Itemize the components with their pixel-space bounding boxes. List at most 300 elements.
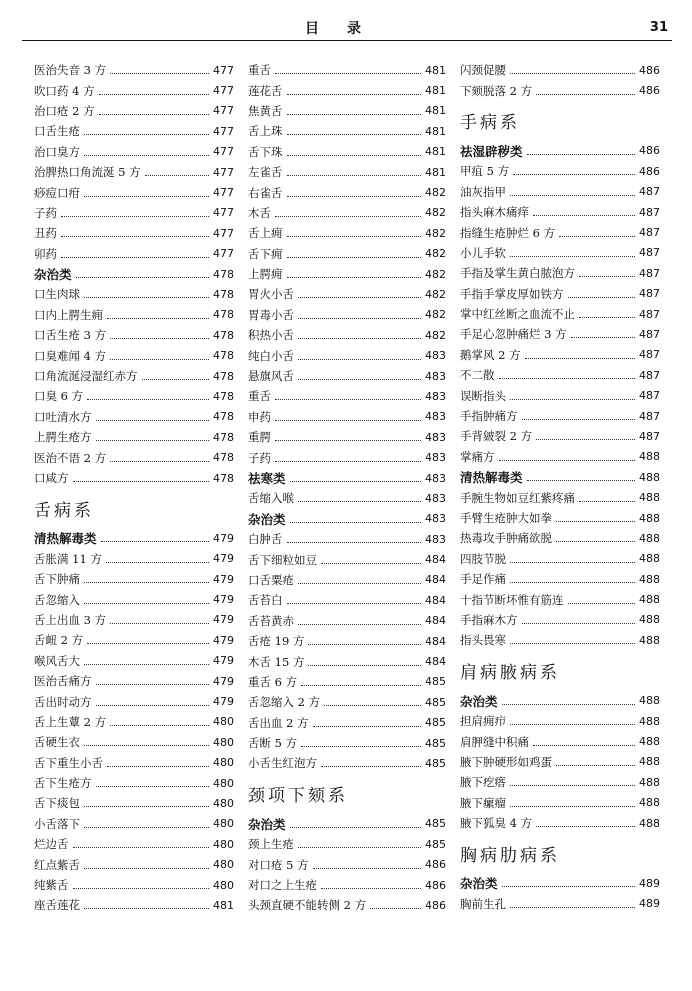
toc-entry[interactable] — [248, 631, 446, 651]
toc-entry[interactable] — [248, 162, 446, 182]
toc-column-1 — [34, 60, 234, 916]
entry-title: 舌忽缩入 — [34, 592, 80, 607]
toc-entry[interactable] — [34, 386, 234, 406]
dot-leader — [308, 664, 421, 666]
entry-page-number: 485 — [425, 675, 446, 689]
entry-page-number: 481 — [425, 104, 446, 118]
dot-leader — [84, 296, 209, 298]
toc-entry[interactable] — [460, 365, 660, 385]
toc-entry[interactable] — [248, 80, 446, 100]
toc-entry[interactable] — [34, 753, 234, 773]
dot-leader — [110, 460, 209, 462]
dot-leader — [99, 93, 209, 95]
entry-title: 座舌莲花 — [34, 898, 80, 913]
toc-entry[interactable] — [248, 611, 446, 631]
entry-page-number: 488 — [639, 775, 660, 789]
toc-entry[interactable] — [248, 386, 446, 406]
toc-entry[interactable] — [248, 325, 446, 345]
entry-title: 误断指头 — [460, 388, 506, 403]
entry-page-number: 484 — [425, 634, 446, 648]
entry-page-number: 478 — [213, 471, 234, 485]
entry-page-number: 479 — [213, 674, 234, 688]
toc-entry[interactable] — [248, 305, 446, 325]
toc-entry[interactable] — [248, 244, 446, 264]
entry-page-number: 480 — [213, 817, 234, 831]
entry-title: 舌下痈 — [248, 246, 283, 261]
toc-entry[interactable] — [34, 875, 234, 895]
entry-page-number: 477 — [213, 165, 234, 179]
entry-title: 舌衄 2 方 — [34, 633, 84, 648]
entry-page-number: 481 — [425, 145, 446, 159]
dot-leader — [84, 805, 209, 807]
entry-page-number: 479 — [213, 552, 234, 566]
dot-leader — [502, 885, 635, 887]
toc-entry[interactable] — [248, 488, 446, 508]
toc-entry[interactable] — [460, 487, 660, 507]
dot-leader — [579, 500, 635, 502]
entry-title: 重舌 — [248, 389, 271, 404]
entry-page-number: 482 — [425, 247, 446, 261]
entry-title: 治口疮 2 方 — [34, 103, 95, 118]
entry-page-number: 487 — [639, 226, 660, 240]
toc-entry[interactable] — [460, 304, 660, 324]
entry-page-number: 482 — [425, 206, 446, 220]
entry-page-number: 483 — [425, 389, 446, 403]
dot-leader — [99, 113, 209, 115]
dot-leader — [536, 825, 635, 827]
entry-page-number: 484 — [425, 573, 446, 587]
toc-entry[interactable] — [34, 101, 234, 121]
toc-entry[interactable] — [460, 324, 660, 344]
toc-entry[interactable] — [248, 427, 446, 447]
toc-category-entry[interactable] — [248, 468, 446, 488]
dot-leader — [499, 459, 636, 461]
dot-leader — [96, 439, 210, 441]
section-heading: 舌病系 — [34, 500, 94, 521]
toc-entry[interactable] — [34, 651, 234, 671]
dot-leader — [275, 460, 421, 462]
toc-entry[interactable] — [460, 406, 660, 426]
toc-entry[interactable] — [248, 570, 446, 590]
dot-leader — [313, 725, 421, 727]
entry-page-number: 484 — [425, 593, 446, 607]
toc-entry[interactable] — [34, 793, 234, 813]
toc-entry[interactable] — [34, 305, 234, 325]
entry-title: 掌痛方 — [460, 449, 495, 464]
entry-page-number: 481 — [425, 165, 446, 179]
entry-page-number: 486 — [639, 144, 660, 158]
dot-leader — [298, 500, 421, 502]
toc-entry[interactable] — [34, 589, 234, 609]
dot-leader — [287, 93, 422, 95]
toc-entry[interactable] — [460, 549, 660, 569]
toc-entry[interactable] — [34, 223, 234, 243]
entry-title: 舌下生疮方 — [34, 776, 92, 791]
entry-title: 子药 — [34, 205, 57, 220]
entry-title: 指缝生疮肿烂 6 方 — [460, 225, 556, 240]
dot-leader — [84, 154, 209, 156]
toc-entry[interactable] — [460, 60, 660, 80]
toc-entry[interactable] — [460, 447, 660, 467]
toc-category-entry[interactable] — [34, 528, 234, 548]
toc-entry[interactable] — [460, 243, 660, 263]
entry-page-number: 487 — [639, 327, 660, 341]
entry-page-number: 487 — [639, 205, 660, 219]
toc-entry[interactable] — [34, 671, 234, 691]
entry-title: 焦黄舌 — [248, 103, 283, 118]
entry-title: 上腭痈 — [248, 267, 283, 282]
entry-page-number: 485 — [425, 756, 446, 770]
toc-entry[interactable] — [34, 447, 234, 467]
toc-entry[interactable] — [460, 80, 660, 100]
toc-entry[interactable] — [248, 345, 446, 365]
toc-entry[interactable] — [34, 834, 234, 854]
entry-page-number: 489 — [639, 897, 660, 911]
entry-title: 重舌 6 方 — [248, 674, 298, 689]
toc-entry[interactable] — [248, 895, 446, 915]
toc-entry[interactable] — [460, 731, 660, 751]
toc-entry[interactable] — [460, 630, 660, 650]
entry-page-number: 486 — [425, 898, 446, 912]
toc-entry[interactable] — [248, 549, 446, 569]
toc-entry[interactable] — [34, 895, 234, 915]
toc-category-entry[interactable] — [248, 814, 446, 834]
dot-leader — [298, 337, 421, 339]
entry-title: 左雀舌 — [248, 165, 283, 180]
dot-leader — [324, 704, 421, 706]
entry-page-number: 483 — [425, 430, 446, 444]
entry-page-number: 487 — [639, 287, 660, 301]
entry-page-number: 484 — [425, 553, 446, 567]
page-header — [22, 14, 672, 41]
toc-entry[interactable] — [460, 202, 660, 222]
dot-leader — [533, 744, 635, 746]
entry-title: 舌胀满 11 方 — [34, 551, 102, 566]
toc-entry[interactable] — [460, 508, 660, 528]
dot-leader — [287, 154, 422, 156]
entry-page-number: 477 — [213, 226, 234, 240]
toc-entry[interactable] — [460, 894, 660, 914]
dot-leader — [84, 826, 209, 828]
entry-title: 口舌生疮 3 方 — [34, 328, 107, 343]
entry-title: 喉风舌大 — [34, 653, 80, 668]
toc-entry[interactable] — [248, 101, 446, 121]
toc-entry[interactable] — [34, 60, 234, 80]
dot-leader — [287, 195, 422, 197]
dot-leader — [275, 72, 421, 74]
dot-leader — [61, 235, 209, 237]
toc-entry[interactable] — [248, 366, 446, 386]
entry-page-number: 478 — [213, 328, 234, 342]
entry-title: 舌下重生小舌 — [34, 755, 103, 770]
toc-entry[interactable] — [34, 610, 234, 630]
entry-page-number: 477 — [213, 104, 234, 118]
section-heading: 手病系 — [460, 113, 520, 134]
entry-title: 舌疮 19 方 — [248, 634, 305, 649]
toc-category-entry[interactable] — [460, 467, 660, 487]
toc-entry[interactable] — [34, 732, 234, 752]
toc-entry[interactable] — [248, 142, 446, 162]
entry-page-number: 486 — [425, 858, 446, 872]
entry-title: 口臭难闻 4 方 — [34, 348, 107, 363]
dot-leader — [275, 419, 421, 421]
toc-entry[interactable] — [34, 569, 234, 589]
entry-title: 口咸方 — [34, 471, 69, 485]
entry-page-number: 487 — [639, 368, 660, 382]
toc-entry[interactable] — [248, 753, 446, 773]
toc-entry[interactable] — [34, 773, 234, 793]
entry-title: 治口臭方 — [34, 144, 80, 159]
entry-page-number: 478 — [213, 267, 234, 281]
toc-entry[interactable] — [34, 244, 234, 264]
toc-entry[interactable] — [248, 203, 446, 223]
entry-page-number: 486 — [425, 878, 446, 892]
entry-title: 舌断 5 方 — [248, 736, 298, 751]
entry-page-number: 479 — [213, 531, 234, 545]
dot-leader — [84, 867, 209, 869]
toc-entry[interactable] — [460, 772, 660, 792]
dot-leader — [525, 357, 635, 359]
toc-entry[interactable] — [34, 345, 234, 365]
toc-entry[interactable] — [248, 223, 446, 243]
dot-leader — [298, 358, 421, 360]
toc-entry[interactable] — [248, 733, 446, 753]
toc-entry[interactable] — [248, 182, 446, 202]
entry-page-number: 483 — [425, 471, 446, 485]
entry-page-number: 479 — [213, 613, 234, 627]
toc-entry[interactable] — [460, 345, 660, 365]
entry-page-number: 487 — [639, 409, 660, 423]
toc-entry[interactable] — [34, 121, 234, 141]
toc-entry[interactable] — [34, 325, 234, 345]
entry-title: 手臂生疮肿大如拳 — [460, 511, 552, 525]
toc-entry[interactable] — [460, 426, 660, 446]
toc-entry[interactable] — [34, 427, 234, 447]
dot-leader — [536, 93, 635, 95]
toc-entry[interactable] — [248, 284, 446, 304]
toc-entry[interactable] — [34, 203, 234, 223]
toc-entry[interactable] — [248, 651, 446, 671]
entry-title: 鹅掌风 2 方 — [460, 347, 521, 362]
entry-page-number: 488 — [639, 796, 660, 810]
dot-leader — [145, 174, 209, 176]
entry-page-number: 480 — [213, 715, 234, 729]
toc-entry[interactable] — [460, 589, 660, 609]
entry-page-number: 488 — [639, 714, 660, 728]
toc-entry[interactable] — [34, 549, 234, 569]
entry-title: 热毒攻手肿痛欲脱 — [460, 531, 552, 546]
dot-leader — [321, 765, 421, 767]
entry-page-number: 478 — [213, 308, 234, 322]
dot-leader — [287, 113, 422, 115]
toc-entry[interactable] — [248, 121, 446, 141]
toc-entry[interactable] — [34, 366, 234, 386]
toc-entry[interactable] — [34, 162, 234, 182]
toc-entry[interactable] — [34, 854, 234, 874]
entry-page-number: 483 — [425, 349, 446, 363]
toc-entry[interactable] — [248, 672, 446, 692]
page-title: 目录 — [305, 21, 389, 37]
entry-page-number: 488 — [639, 511, 660, 525]
dot-leader — [556, 540, 635, 542]
entry-title: 颈上生疮 — [248, 837, 294, 852]
toc-entry[interactable] — [34, 468, 234, 488]
toc-entry[interactable] — [460, 385, 660, 405]
dot-leader — [110, 622, 209, 624]
entry-title: 肩胛缝中积痛 — [460, 734, 529, 749]
entry-title: 舌出血 2 方 — [248, 715, 309, 730]
entry-page-number: 482 — [425, 287, 446, 301]
entry-title: 舌苔黄赤 — [248, 613, 294, 628]
toc-entry[interactable] — [460, 182, 660, 202]
toc-entry[interactable] — [248, 875, 446, 895]
dot-leader — [87, 398, 209, 400]
entry-title: 舌苔白 — [248, 593, 283, 608]
entry-page-number: 482 — [425, 226, 446, 240]
dot-leader — [84, 581, 209, 583]
toc-entry[interactable] — [34, 182, 234, 202]
entry-title: 舌上痈 — [248, 226, 283, 241]
entry-title: 腋下狐臭 4 方 — [460, 816, 533, 831]
toc-column-3 — [460, 60, 660, 914]
dot-leader — [510, 398, 635, 400]
entry-title: 口舌粟疮 — [248, 572, 294, 587]
toc-entry[interactable] — [248, 834, 446, 854]
entry-page-number: 481 — [425, 124, 446, 138]
toc-entry[interactable] — [460, 263, 660, 283]
dot-leader — [510, 194, 635, 196]
entry-page-number: 483 — [425, 491, 446, 505]
entry-page-number: 488 — [639, 450, 660, 464]
entry-page-number: 482 — [425, 328, 446, 342]
entry-title: 医治失音 3 方 — [34, 63, 107, 78]
dot-leader — [513, 173, 635, 175]
toc-entry[interactable] — [34, 142, 234, 162]
toc-entry[interactable] — [460, 711, 660, 731]
entry-title: 手指及掌生黄白脓泡方 — [460, 266, 575, 281]
entry-page-number: 488 — [639, 816, 660, 830]
entry-title: 舌上珠 — [248, 124, 283, 139]
dot-leader — [579, 316, 635, 318]
entry-page-number: 480 — [213, 735, 234, 749]
entry-title: 纯白小舌 — [248, 348, 294, 363]
dot-leader — [287, 174, 422, 176]
entry-page-number: 487 — [639, 185, 660, 199]
toc-entry[interactable] — [34, 691, 234, 711]
entry-title: 木舌 — [248, 205, 271, 220]
entry-page-number: 478 — [213, 369, 234, 383]
toc-entry[interactable] — [248, 407, 446, 427]
toc-entry[interactable] — [460, 222, 660, 242]
toc-category-entry[interactable] — [460, 691, 660, 711]
toc-entry[interactable] — [34, 284, 234, 304]
toc-column-2 — [248, 60, 446, 916]
toc-entry[interactable] — [460, 161, 660, 181]
toc-entry[interactable] — [248, 264, 446, 284]
entry-title: 手腕生物如豆红紫疼痛 — [460, 490, 575, 505]
dot-leader — [298, 317, 421, 319]
dot-leader — [298, 296, 421, 298]
toc-entry[interactable] — [248, 60, 446, 80]
toc-entry[interactable] — [248, 713, 446, 733]
dot-leader — [110, 724, 209, 726]
toc-entry[interactable] — [34, 407, 234, 427]
toc-category-entry[interactable] — [34, 264, 234, 284]
entry-page-number: 477 — [213, 124, 234, 138]
entry-title: 手足作痛 — [460, 572, 506, 587]
entry-title: 舌上出血 3 方 — [34, 612, 107, 627]
toc-entry[interactable] — [460, 793, 660, 813]
toc-entry[interactable] — [460, 813, 660, 833]
entry-page-number: 488 — [639, 491, 660, 505]
dot-leader — [107, 765, 209, 767]
entry-title: 口舌生疮 — [34, 124, 80, 139]
entry-title: 手指肿痛方 — [460, 409, 518, 424]
toc-category-entry[interactable] — [248, 509, 446, 529]
toc-entry[interactable] — [460, 610, 660, 630]
toc-entry[interactable] — [34, 814, 234, 834]
dot-leader — [298, 582, 421, 584]
toc-entry[interactable] — [34, 630, 234, 650]
section-heading: 胸病肋病系 — [460, 845, 560, 866]
entry-page-number: 485 — [425, 817, 446, 831]
entry-page-number: 485 — [425, 736, 446, 750]
entry-page-number: 478 — [213, 430, 234, 444]
entry-title: 手背皴裂 2 方 — [460, 429, 533, 444]
entry-page-number: 478 — [213, 287, 234, 301]
dot-leader — [84, 744, 209, 746]
toc-entry[interactable] — [460, 528, 660, 548]
entry-page-number: 487 — [639, 266, 660, 280]
entry-title: 莲花舌 — [248, 83, 283, 98]
entry-page-number: 488 — [639, 531, 660, 545]
toc-entry[interactable] — [460, 752, 660, 772]
entry-page-number: 477 — [213, 63, 234, 77]
dot-leader — [522, 622, 636, 624]
entry-title: 医治不语 2 方 — [34, 450, 107, 465]
section-heading: 肩病腋病系 — [460, 663, 560, 684]
toc-category-entry[interactable] — [460, 141, 660, 161]
toc-category-entry[interactable] — [460, 873, 660, 893]
toc-entry[interactable] — [34, 80, 234, 100]
entry-title: 悬旗风舌 — [248, 369, 294, 384]
entry-page-number: 488 — [639, 633, 660, 647]
toc-entry[interactable] — [460, 284, 660, 304]
entry-title: 祛寒类 — [248, 471, 286, 486]
toc-entry[interactable] — [248, 854, 446, 874]
entry-title: 子药 — [248, 450, 271, 465]
toc-entry[interactable] — [248, 590, 446, 610]
toc-entry[interactable] — [248, 692, 446, 712]
dot-leader — [76, 276, 209, 278]
entry-page-number: 487 — [639, 307, 660, 321]
toc-entry[interactable] — [248, 529, 446, 549]
toc-entry[interactable] — [248, 447, 446, 467]
entry-title: 腋下肿硬形如鸡蛋 — [460, 754, 552, 769]
entry-page-number: 477 — [213, 145, 234, 159]
dot-leader — [527, 153, 635, 155]
dot-leader — [287, 541, 422, 543]
toc-entry[interactable] — [34, 712, 234, 732]
dot-leader — [73, 887, 210, 889]
entry-page-number: 484 — [425, 614, 446, 628]
entry-title: 对口疮 5 方 — [248, 857, 309, 872]
entry-page-number: 488 — [639, 694, 660, 708]
dot-leader — [298, 378, 421, 380]
entry-title: 小儿手软 — [460, 245, 506, 260]
toc-entry[interactable] — [460, 569, 660, 589]
dot-leader — [556, 764, 635, 766]
